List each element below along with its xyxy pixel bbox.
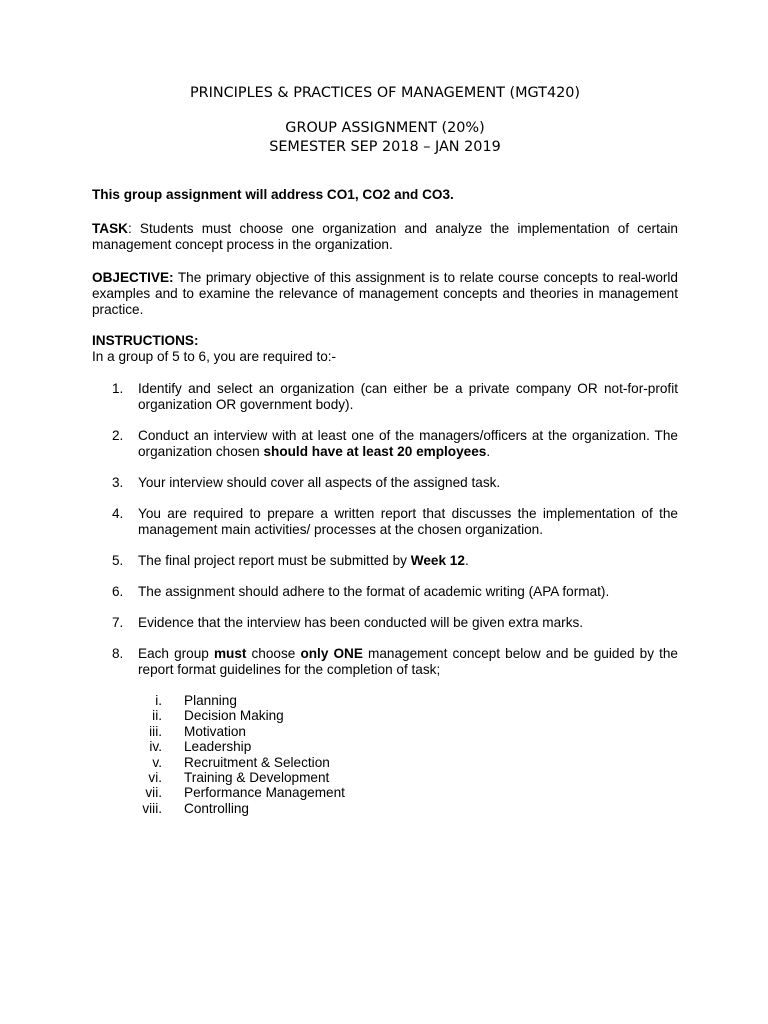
objective-text: The primary objective of this assignment is to relate course concepts to real-world examples and to examine the relevance of management concepts and theories in management practice. xyxy=(92,270,678,317)
instruction-number: 1. xyxy=(112,381,124,396)
instruction-item xyxy=(92,475,678,491)
concept-number: v. xyxy=(152,754,162,770)
concept-item xyxy=(92,801,678,816)
concept-number: vi. xyxy=(148,769,162,785)
objective-paragraph xyxy=(92,270,678,318)
concept-item xyxy=(92,770,678,785)
concept-label: Controlling xyxy=(184,800,249,816)
instruction-number: 3. xyxy=(112,475,124,490)
concept-number: i. xyxy=(155,693,162,708)
concept-number: vii. xyxy=(145,785,162,801)
instruction-number: 4. xyxy=(112,506,124,521)
instruction-item xyxy=(92,615,678,631)
instruction-text: . xyxy=(464,553,469,568)
instruction-text: The assignment should adhere to the format of academic writing (APA format). xyxy=(138,584,610,599)
instructions-intro: In a group of 5 to 6, you are required to:- xyxy=(92,349,337,364)
concept-label: Leadership xyxy=(184,739,252,755)
concept-item xyxy=(92,708,678,723)
concept-item xyxy=(92,739,678,754)
instruction-text: management concept below and be guided by the report format guidelines for the completion of task; xyxy=(138,646,678,677)
instruction-text: choose xyxy=(246,646,301,661)
task-label: TASK xyxy=(92,221,128,236)
instruction-item xyxy=(92,584,678,600)
instruction-item xyxy=(92,553,678,569)
task-paragraph xyxy=(92,221,678,253)
instruction-emphasis: Week 12 xyxy=(410,553,465,568)
instruction-item xyxy=(92,428,678,460)
instruction-text: Evidence that the interview has been conducted will be given extra marks. xyxy=(138,615,584,630)
concept-number: iii. xyxy=(149,723,162,739)
concept-label: Training & Development xyxy=(184,769,330,785)
concept-number: ii. xyxy=(152,708,162,724)
concept-item xyxy=(92,755,678,770)
document-title: PRINCIPLES & PRACTICES OF MANAGEMENT (MGT420) xyxy=(189,85,581,101)
concept-item xyxy=(92,724,678,739)
concept-list xyxy=(92,693,678,816)
instruction-number: 8. xyxy=(112,646,124,661)
address-statement: This group assignment will address CO1, CO2 and CO3. xyxy=(92,187,454,202)
document-page xyxy=(92,84,678,816)
instruction-emphasis: only ONE xyxy=(300,646,363,661)
instruction-text: Identify and select an organization (can either be a private company OR not-for-profit organization OR government body). xyxy=(138,381,678,412)
concept-label: Decision Making xyxy=(184,708,284,724)
concept-label: Recruitment & Selection xyxy=(184,754,330,770)
objective-label: OBJECTIVE: xyxy=(92,270,174,285)
concept-item xyxy=(92,785,678,800)
instruction-text: Your interview should cover all aspects of the assigned task. xyxy=(138,475,501,490)
instruction-text: Each group xyxy=(138,646,214,661)
assignment-title: GROUP ASSIGNMENT (20%) xyxy=(285,120,485,136)
instruction-text: Conduct an interview with at least one of the managers/officers at the organization. The organization chosen xyxy=(138,428,678,459)
instructions-heading: INSTRUCTIONS: xyxy=(92,333,199,348)
instruction-emphasis: should have at least 20 employees xyxy=(263,444,487,459)
instruction-item xyxy=(92,381,678,413)
concept-label: Performance Management xyxy=(184,785,345,801)
instruction-list xyxy=(92,381,678,678)
concept-label: Motivation xyxy=(184,723,246,739)
concept-item xyxy=(92,693,678,708)
instruction-number: 2. xyxy=(112,428,124,443)
instruction-text: You are required to prepare a written report that discusses the implementation of the management main activities/ processes at the chosen organization. xyxy=(138,506,678,537)
instruction-text: . xyxy=(486,444,491,459)
instruction-number: 5. xyxy=(112,553,124,568)
concept-number: iv. xyxy=(149,739,162,755)
instruction-number: 6. xyxy=(112,584,124,599)
instruction-item xyxy=(92,646,678,678)
instruction-item xyxy=(92,506,678,538)
instruction-emphasis: must xyxy=(213,646,247,661)
instruction-text: The final project report must be submitted by xyxy=(138,553,411,568)
instruction-number: 7. xyxy=(112,615,124,630)
concept-label: Planning xyxy=(184,693,237,708)
semester-title: SEMESTER SEP 2018 – JAN 2019 xyxy=(269,139,501,155)
concept-number: viii. xyxy=(142,800,162,816)
task-text: : Students must choose one organization and analyze the implementation of certain management concept process in the organization. xyxy=(92,221,678,252)
